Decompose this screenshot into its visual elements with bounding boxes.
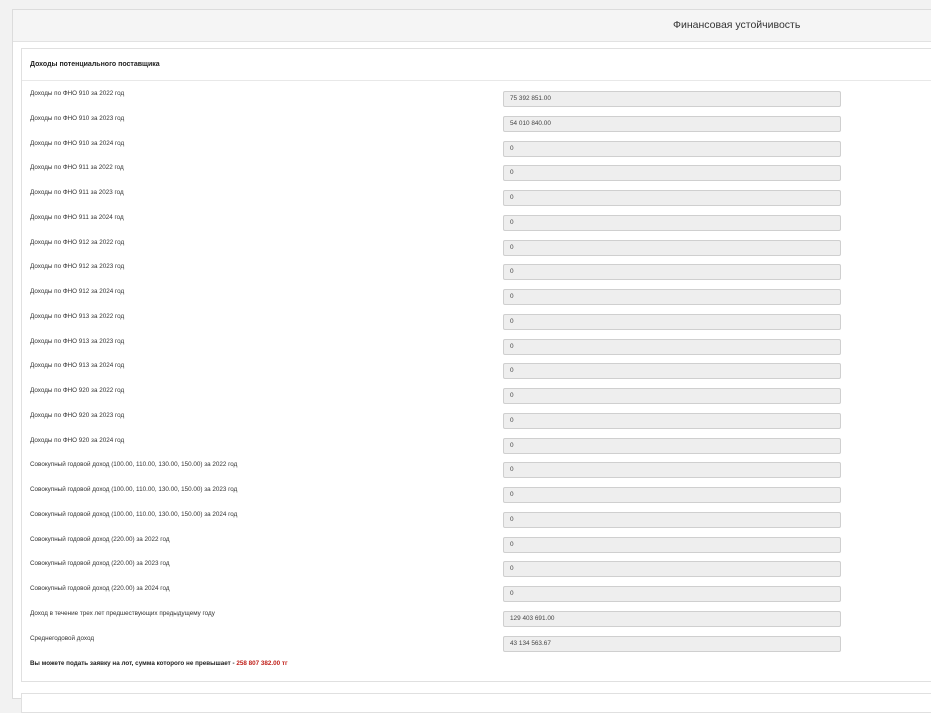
income-value-field[interactable]: 0 — [503, 289, 841, 305]
field-label: Доходы по ФНО 911 за 2022 год — [30, 164, 124, 172]
card-header — [13, 10, 931, 42]
income-rows — [22, 90, 931, 659]
field-label: Совокупный годовой доход (220.00) за 2022 год — [30, 535, 170, 543]
income-value-field[interactable]: 75 392 851.00 — [503, 91, 841, 107]
income-value-field[interactable]: 0 — [503, 165, 841, 181]
form-row — [22, 387, 931, 412]
income-value-field[interactable]: 54 010 840.00 — [503, 116, 841, 132]
field-label: Доходы по ФНО 912 за 2024 год — [30, 288, 125, 295]
income-value-field[interactable]: 0 — [503, 240, 841, 256]
income-value-field[interactable]: 0 — [503, 413, 841, 429]
field-label: Доходы по ФНО 911 за 2023 год — [30, 189, 124, 196]
income-value-field[interactable]: 0 — [503, 363, 841, 379]
field-label: Доходы по ФНО 913 за 2024 год — [30, 362, 125, 370]
form-row — [22, 412, 931, 437]
field-label: Доходы по ФНО 911 за 2024 год — [30, 213, 124, 221]
income-value-field[interactable]: 0 — [503, 561, 841, 577]
form-row — [22, 189, 931, 214]
income-panel — [21, 48, 931, 682]
form-row — [22, 461, 931, 486]
form-row — [22, 164, 931, 189]
income-value-field[interactable]: 0 — [503, 487, 841, 503]
field-label: Совокупный годовой доход (100.00, 110.00, 130.00, 150.00) за 2022 год — [30, 461, 238, 469]
income-value-field[interactable]: 0 — [503, 141, 841, 157]
income-value-field[interactable]: 0 — [503, 314, 841, 330]
form-row — [22, 338, 931, 363]
field-label: Доходы по ФНО 920 за 2022 год — [30, 387, 125, 394]
field-label: Доходы по ФНО 910 за 2024 год — [30, 139, 125, 147]
form-row — [22, 437, 931, 462]
form-row — [22, 486, 931, 511]
section-title: Доходы потенциального поставщика — [30, 61, 160, 68]
bid-limit-notice — [30, 660, 288, 667]
form-row — [22, 263, 931, 288]
form-row — [22, 90, 931, 115]
income-value-field[interactable]: 0 — [503, 586, 841, 602]
field-label: Доходы по ФНО 910 за 2023 год — [30, 114, 125, 122]
form-row — [22, 536, 931, 561]
notice-amount: 258 807 382.00 тг — [236, 660, 288, 667]
income-value-field[interactable]: 0 — [503, 438, 841, 454]
field-label: Совокупный годовой доход (100.00, 110.00, 130.00, 150.00) за 2024 год — [30, 510, 238, 518]
income-value-field[interactable]: 0 — [503, 215, 841, 231]
income-value-field[interactable]: 0 — [503, 462, 841, 478]
next-panel — [21, 693, 931, 713]
field-label: Доходы по ФНО 920 за 2024 год — [30, 436, 125, 444]
field-label: Доходы по ФНО 912 за 2022 год — [30, 238, 125, 246]
form-row — [22, 214, 931, 239]
form-row — [22, 585, 931, 610]
income-value-field[interactable]: 0 — [503, 388, 841, 404]
panel-header — [22, 49, 931, 81]
field-label: Доходы по ФНО 913 за 2022 год — [30, 312, 125, 320]
field-label: Доходы по ФНО 920 за 2023 год — [30, 411, 125, 419]
form-row — [22, 115, 931, 140]
field-label: Доходы по ФНО 910 за 2022 год — [30, 90, 125, 97]
form-row — [22, 362, 931, 387]
form-row — [22, 140, 931, 165]
income-value-field[interactable]: 0 — [503, 537, 841, 553]
field-label: Совокупный годовой доход (220.00) за 2024 год — [30, 585, 170, 592]
financial-stability-card — [12, 9, 931, 699]
form-row — [22, 288, 931, 313]
income-value-field[interactable]: 129 403 691.00 — [503, 611, 841, 627]
field-label: Доходы по ФНО 913 за 2023 год — [30, 337, 125, 345]
form-row — [22, 610, 931, 635]
income-value-field[interactable]: 0 — [503, 264, 841, 280]
form-row — [22, 511, 931, 536]
notice-text: Вы можете подать заявку на лот, сумма которого не превышает - — [30, 660, 237, 667]
field-label: Совокупный годовой доход (220.00) за 2023 год — [30, 560, 170, 568]
income-value-field[interactable]: 43 134 563.67 — [503, 636, 841, 652]
form-row — [22, 239, 931, 264]
form-row — [22, 560, 931, 585]
form-row — [22, 313, 931, 338]
field-label: Доход в течение трех лет предшествующих предыдущему году — [30, 609, 215, 617]
field-label: Совокупный годовой доход (100.00, 110.00, 130.00, 150.00) за 2023 год — [30, 486, 238, 493]
income-value-field[interactable]: 0 — [503, 512, 841, 528]
page-title: Финансовая устойчивость — [673, 19, 801, 31]
field-label: Доходы по ФНО 912 за 2023 год — [30, 263, 125, 271]
form-row — [22, 635, 931, 660]
income-value-field[interactable]: 0 — [503, 190, 841, 206]
income-value-field[interactable]: 0 — [503, 339, 841, 355]
field-label: Среднегодовой доход — [30, 634, 95, 642]
